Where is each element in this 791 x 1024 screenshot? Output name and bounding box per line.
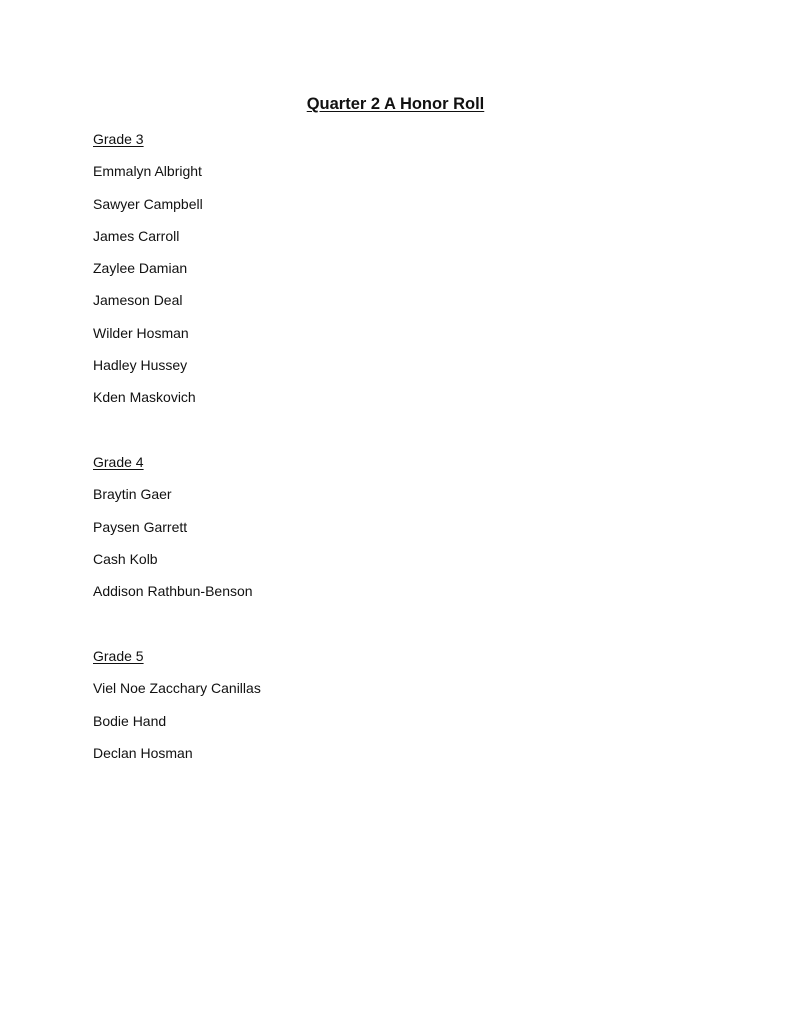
student-name: Hadley Hussey: [93, 357, 188, 374]
student-name: Paysen Garrett: [93, 518, 188, 535]
student-name: Cash Kolb: [93, 550, 158, 567]
student-name: Bodie Hand: [93, 712, 167, 729]
grade-5-section: [93, 647, 261, 776]
student-name: Zaylee Damian: [93, 260, 188, 277]
document-title: Quarter 2 A Honor Roll: [306, 95, 485, 113]
student-name: Jameson Deal: [93, 292, 183, 309]
student-name: Braytin Gaer: [93, 486, 172, 503]
grade-5-heading: Grade 5: [93, 648, 144, 664]
student-name: Sawyer Campbell: [93, 195, 203, 212]
grade-4-name-list: [93, 485, 253, 600]
grade-3-heading: Grade 3: [93, 131, 144, 147]
grade-5-name-list: [93, 679, 261, 762]
student-name: Kden Maskovich: [93, 389, 196, 406]
student-name: Wilder Hosman: [93, 324, 189, 341]
student-name: Declan Hosman: [93, 744, 193, 761]
grade-3-name-list: [93, 162, 203, 406]
student-name: Addison Rathbun-Benson: [93, 583, 253, 600]
grade-4-section: [93, 453, 253, 614]
grade-3-section: [93, 130, 203, 421]
student-name: Emmalyn Albright: [93, 163, 202, 180]
grade-4-heading: Grade 4: [93, 454, 144, 470]
student-name: Viel Noe Zacchary Canillas: [93, 680, 261, 697]
student-name: James Carroll: [93, 227, 180, 244]
